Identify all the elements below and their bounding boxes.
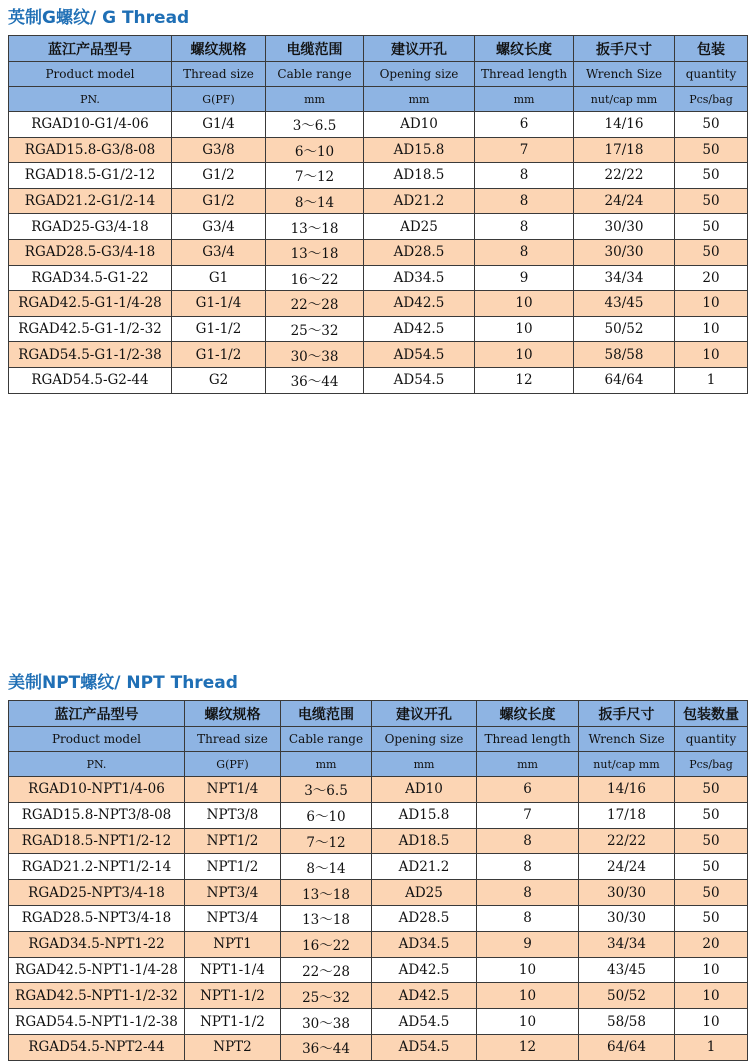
table-cell: 30/30 bbox=[579, 905, 675, 931]
table-cell: 50 bbox=[675, 905, 748, 931]
table-cell: G1 bbox=[172, 265, 266, 291]
table-row bbox=[9, 239, 748, 265]
column-header: Thread length bbox=[477, 727, 579, 752]
column-header: 螺纹规格 bbox=[185, 701, 281, 727]
table-row bbox=[9, 112, 748, 138]
table-cell: 64/64 bbox=[579, 1034, 675, 1060]
table-cell: 14/16 bbox=[574, 112, 675, 138]
table-cell: AD54.5 bbox=[372, 1034, 477, 1060]
table-cell: RGAD15.8-G3/8-08 bbox=[9, 137, 172, 163]
table-cell: 50 bbox=[675, 828, 748, 854]
column-header: G(PF) bbox=[185, 752, 281, 777]
table-cell: 20 bbox=[675, 931, 748, 957]
column-header: Pcs/bag bbox=[675, 87, 748, 112]
column-header: mm bbox=[372, 752, 477, 777]
table-cell: 7 bbox=[477, 802, 579, 828]
header-row-cn bbox=[9, 36, 748, 62]
table-cell: 8 bbox=[475, 163, 574, 189]
table-row bbox=[9, 342, 748, 368]
npt-thread-title: 美制NPT螺纹/ NPT Thread bbox=[8, 673, 238, 693]
table-cell: NPT1/2 bbox=[185, 854, 281, 880]
table-cell: 30～38 bbox=[281, 1009, 372, 1035]
table-cell: 50 bbox=[675, 854, 748, 880]
table-cell: RGAD54.5-G1-1/2-38 bbox=[9, 342, 172, 368]
table-cell: AD42.5 bbox=[372, 957, 477, 983]
table-cell: RGAD54.5-NPT1-1/2-38 bbox=[9, 1009, 185, 1035]
table-row bbox=[9, 188, 748, 214]
table-cell: AD10 bbox=[372, 777, 477, 803]
table-row bbox=[9, 802, 748, 828]
table-cell: 30～38 bbox=[266, 342, 364, 368]
column-header: 包装数量 bbox=[675, 701, 748, 727]
table-cell: 24/24 bbox=[574, 188, 675, 214]
table-cell: AD42.5 bbox=[364, 291, 475, 317]
table-cell: 13～18 bbox=[281, 880, 372, 906]
table-cell: 50 bbox=[675, 239, 748, 265]
header-row-unit bbox=[9, 87, 748, 112]
table-cell: 6 bbox=[477, 777, 579, 803]
header-row-unit bbox=[9, 752, 748, 777]
npt-table-header bbox=[9, 701, 748, 777]
g-thread-title: 英制G螺纹/ G Thread bbox=[8, 8, 190, 28]
table-cell: 50 bbox=[675, 777, 748, 803]
table-row bbox=[9, 316, 748, 342]
table-cell: RGAD10-G1/4-06 bbox=[9, 112, 172, 138]
table-cell: RGAD42.5-G1-1/4-28 bbox=[9, 291, 172, 317]
table-row bbox=[9, 137, 748, 163]
table-cell: NPT1-1/2 bbox=[185, 1009, 281, 1035]
table-cell: 10 bbox=[675, 957, 748, 983]
table-cell: 16～22 bbox=[266, 265, 364, 291]
table-row bbox=[9, 983, 748, 1009]
table-cell: AD21.2 bbox=[364, 188, 475, 214]
table-cell: RGAD28.5-G3/4-18 bbox=[9, 239, 172, 265]
table-cell: RGAD34.5-NPT1-22 bbox=[9, 931, 185, 957]
table-cell: 1 bbox=[675, 1034, 748, 1060]
table-cell: 6～10 bbox=[266, 137, 364, 163]
table-cell: 8 bbox=[477, 905, 579, 931]
table-row bbox=[9, 214, 748, 240]
table-cell: 50 bbox=[675, 112, 748, 138]
table-row bbox=[9, 854, 748, 880]
table-cell: 30/30 bbox=[579, 880, 675, 906]
table-cell: 1 bbox=[675, 367, 748, 393]
table-cell: 50/52 bbox=[574, 316, 675, 342]
table-cell: 8 bbox=[477, 880, 579, 906]
table-cell: NPT3/8 bbox=[185, 802, 281, 828]
table-cell: 13～18 bbox=[281, 905, 372, 931]
table-cell: 8 bbox=[475, 188, 574, 214]
table-cell: 7～12 bbox=[281, 828, 372, 854]
table-cell: RGAD42.5-NPT1-1/4-28 bbox=[9, 957, 185, 983]
g-table-body bbox=[9, 112, 748, 394]
table-cell: G1-1/4 bbox=[172, 291, 266, 317]
table-row bbox=[9, 777, 748, 803]
table-cell: 12 bbox=[475, 367, 574, 393]
table-cell: 58/58 bbox=[574, 342, 675, 368]
table-cell: 36～44 bbox=[266, 367, 364, 393]
table-cell: RGAD10-NPT1/4-06 bbox=[9, 777, 185, 803]
table-cell: 50 bbox=[675, 880, 748, 906]
table-cell: 22～28 bbox=[281, 957, 372, 983]
table-cell: 43/45 bbox=[579, 957, 675, 983]
table-cell: 10 bbox=[477, 1009, 579, 1035]
table-cell: 9 bbox=[477, 931, 579, 957]
table-cell: 10 bbox=[675, 1009, 748, 1035]
column-header: nut/cap mm bbox=[574, 87, 675, 112]
table-cell: RGAD25-NPT3/4-18 bbox=[9, 880, 185, 906]
column-header: 包装 bbox=[675, 36, 748, 62]
table-row bbox=[9, 291, 748, 317]
table-row bbox=[9, 163, 748, 189]
table-cell: RGAD54.5-G2-44 bbox=[9, 367, 172, 393]
table-cell: 10 bbox=[675, 342, 748, 368]
column-header: 建议开孔 bbox=[372, 701, 477, 727]
column-header: mm bbox=[266, 87, 364, 112]
table-row bbox=[9, 880, 748, 906]
table-cell: G3/4 bbox=[172, 239, 266, 265]
table-cell: 10 bbox=[675, 983, 748, 1009]
table-cell: 34/34 bbox=[574, 265, 675, 291]
table-cell: NPT1-1/4 bbox=[185, 957, 281, 983]
table-cell: AD21.2 bbox=[372, 854, 477, 880]
table-cell: 6 bbox=[475, 112, 574, 138]
table-cell: G1/4 bbox=[172, 112, 266, 138]
table-cell: 25～32 bbox=[281, 983, 372, 1009]
table-row bbox=[9, 1034, 748, 1060]
table-row bbox=[9, 265, 748, 291]
table-cell: 8 bbox=[475, 239, 574, 265]
table-cell: 8 bbox=[477, 854, 579, 880]
table-cell: AD54.5 bbox=[364, 342, 475, 368]
table-cell: AD28.5 bbox=[364, 239, 475, 265]
table-cell: 14/16 bbox=[579, 777, 675, 803]
column-header: Cable range bbox=[281, 727, 372, 752]
table-cell: 3～6.5 bbox=[266, 112, 364, 138]
table-cell: AD15.8 bbox=[372, 802, 477, 828]
column-header: Opening size bbox=[364, 62, 475, 87]
table-cell: 22～28 bbox=[266, 291, 364, 317]
table-cell: 10 bbox=[477, 983, 579, 1009]
table-cell: RGAD34.5-G1-22 bbox=[9, 265, 172, 291]
table-cell: AD34.5 bbox=[372, 931, 477, 957]
table-cell: 50 bbox=[675, 188, 748, 214]
column-header: Product model bbox=[9, 727, 185, 752]
table-cell: 9 bbox=[475, 265, 574, 291]
table-cell: NPT1 bbox=[185, 931, 281, 957]
table-cell: 10 bbox=[475, 291, 574, 317]
column-header: Thread size bbox=[185, 727, 281, 752]
column-header: 蓝江产品型号 bbox=[9, 36, 172, 62]
column-header: quantity bbox=[675, 62, 748, 87]
table-cell: 17/18 bbox=[574, 137, 675, 163]
table-row bbox=[9, 931, 748, 957]
column-header: PN. bbox=[9, 752, 185, 777]
column-header: Thread size bbox=[172, 62, 266, 87]
table-cell: AD18.5 bbox=[364, 163, 475, 189]
table-cell: 58/58 bbox=[579, 1009, 675, 1035]
table-cell: 12 bbox=[477, 1034, 579, 1060]
table-cell: 50 bbox=[675, 163, 748, 189]
table-cell: 8～14 bbox=[281, 854, 372, 880]
table-row bbox=[9, 1009, 748, 1035]
column-header: Product model bbox=[9, 62, 172, 87]
table-cell: 16～22 bbox=[281, 931, 372, 957]
header-row-en bbox=[9, 727, 748, 752]
table-cell: 25～32 bbox=[266, 316, 364, 342]
table-cell: 22/22 bbox=[574, 163, 675, 189]
table-cell: 30/30 bbox=[574, 239, 675, 265]
table-cell: 3～6.5 bbox=[281, 777, 372, 803]
column-header: G(PF) bbox=[172, 87, 266, 112]
table-cell: 10 bbox=[477, 957, 579, 983]
table-cell: 8 bbox=[477, 828, 579, 854]
table-cell: NPT3/4 bbox=[185, 880, 281, 906]
table-cell: 8 bbox=[475, 214, 574, 240]
table-cell: 7 bbox=[475, 137, 574, 163]
table-cell: RGAD42.5-NPT1-1/2-32 bbox=[9, 983, 185, 1009]
column-header: quantity bbox=[675, 727, 748, 752]
table-row bbox=[9, 905, 748, 931]
table-cell: G1-1/2 bbox=[172, 316, 266, 342]
table-cell: RGAD18.5-G1/2-12 bbox=[9, 163, 172, 189]
table-cell: 20 bbox=[675, 265, 748, 291]
table-cell: 17/18 bbox=[579, 802, 675, 828]
table-cell: AD25 bbox=[364, 214, 475, 240]
table-cell: 13～18 bbox=[266, 239, 364, 265]
table-cell: NPT3/4 bbox=[185, 905, 281, 931]
table-cell: 30/30 bbox=[574, 214, 675, 240]
column-header: PN. bbox=[9, 87, 172, 112]
table-cell: 10 bbox=[475, 316, 574, 342]
table-cell: RGAD25-G3/4-18 bbox=[9, 214, 172, 240]
table-cell: 34/34 bbox=[579, 931, 675, 957]
table-cell: 36～44 bbox=[281, 1034, 372, 1060]
g-table-header bbox=[9, 36, 748, 112]
table-cell: 50 bbox=[675, 802, 748, 828]
table-cell: G1/2 bbox=[172, 188, 266, 214]
table-cell: RGAD54.5-NPT2-44 bbox=[9, 1034, 185, 1060]
table-row bbox=[9, 957, 748, 983]
table-cell: RGAD21.2-NPT1/2-14 bbox=[9, 854, 185, 880]
table-cell: G1-1/2 bbox=[172, 342, 266, 368]
table-cell: 8～14 bbox=[266, 188, 364, 214]
table-cell: 6～10 bbox=[281, 802, 372, 828]
table-cell: RGAD15.8-NPT3/8-08 bbox=[9, 802, 185, 828]
column-header: 建议开孔 bbox=[364, 36, 475, 62]
column-header: Wrench Size bbox=[579, 727, 675, 752]
table-cell: 22/22 bbox=[579, 828, 675, 854]
table-cell: AD54.5 bbox=[364, 367, 475, 393]
table-cell: G1/2 bbox=[172, 163, 266, 189]
table-cell: AD10 bbox=[364, 112, 475, 138]
table-cell: AD42.5 bbox=[372, 983, 477, 1009]
column-header: 螺纹规格 bbox=[172, 36, 266, 62]
table-cell: 7～12 bbox=[266, 163, 364, 189]
table-cell: 24/24 bbox=[579, 854, 675, 880]
column-header: 蓝江产品型号 bbox=[9, 701, 185, 727]
table-cell: 64/64 bbox=[574, 367, 675, 393]
table-cell: G3/4 bbox=[172, 214, 266, 240]
npt-table-body bbox=[9, 777, 748, 1061]
table-cell: RGAD28.5-NPT3/4-18 bbox=[9, 905, 185, 931]
column-header: Thread length bbox=[475, 62, 574, 87]
column-header: mm bbox=[364, 87, 475, 112]
table-cell: NPT1/2 bbox=[185, 828, 281, 854]
column-header: mm bbox=[475, 87, 574, 112]
column-header: 扳手尺寸 bbox=[579, 701, 675, 727]
table-cell: 10 bbox=[675, 291, 748, 317]
table-cell: 50 bbox=[675, 137, 748, 163]
header-row-en bbox=[9, 62, 748, 87]
column-header: Pcs/bag bbox=[675, 752, 748, 777]
table-cell: 10 bbox=[475, 342, 574, 368]
column-header: 电缆范围 bbox=[266, 36, 364, 62]
table-cell: NPT2 bbox=[185, 1034, 281, 1060]
table-cell: AD15.8 bbox=[364, 137, 475, 163]
table-cell: 43/45 bbox=[574, 291, 675, 317]
table-cell: RGAD18.5-NPT1/2-12 bbox=[9, 828, 185, 854]
column-header: 螺纹长度 bbox=[477, 701, 579, 727]
column-header: mm bbox=[477, 752, 579, 777]
table-cell: G2 bbox=[172, 367, 266, 393]
table-cell: AD28.5 bbox=[372, 905, 477, 931]
column-header: 扳手尺寸 bbox=[574, 36, 675, 62]
g-thread-table bbox=[8, 35, 748, 394]
table-cell: 13～18 bbox=[266, 214, 364, 240]
table-cell: 50 bbox=[675, 214, 748, 240]
column-header: Opening size bbox=[372, 727, 477, 752]
column-header: nut/cap mm bbox=[579, 752, 675, 777]
column-header: Cable range bbox=[266, 62, 364, 87]
table-cell: AD42.5 bbox=[364, 316, 475, 342]
table-cell: AD25 bbox=[372, 880, 477, 906]
table-cell: AD34.5 bbox=[364, 265, 475, 291]
table-cell: AD54.5 bbox=[372, 1009, 477, 1035]
table-cell: NPT1-1/2 bbox=[185, 983, 281, 1009]
table-row bbox=[9, 828, 748, 854]
table-cell: NPT1/4 bbox=[185, 777, 281, 803]
npt-thread-table bbox=[8, 700, 748, 1061]
table-cell: RGAD42.5-G1-1/2-32 bbox=[9, 316, 172, 342]
header-row-cn bbox=[9, 701, 748, 727]
table-cell: AD18.5 bbox=[372, 828, 477, 854]
table-cell: RGAD21.2-G1/2-14 bbox=[9, 188, 172, 214]
column-header: 螺纹长度 bbox=[475, 36, 574, 62]
table-cell: G3/8 bbox=[172, 137, 266, 163]
column-header: mm bbox=[281, 752, 372, 777]
table-cell: 10 bbox=[675, 316, 748, 342]
column-header: Wrench Size bbox=[574, 62, 675, 87]
table-row bbox=[9, 367, 748, 393]
table-cell: 50/52 bbox=[579, 983, 675, 1009]
column-header: 电缆范围 bbox=[281, 701, 372, 727]
